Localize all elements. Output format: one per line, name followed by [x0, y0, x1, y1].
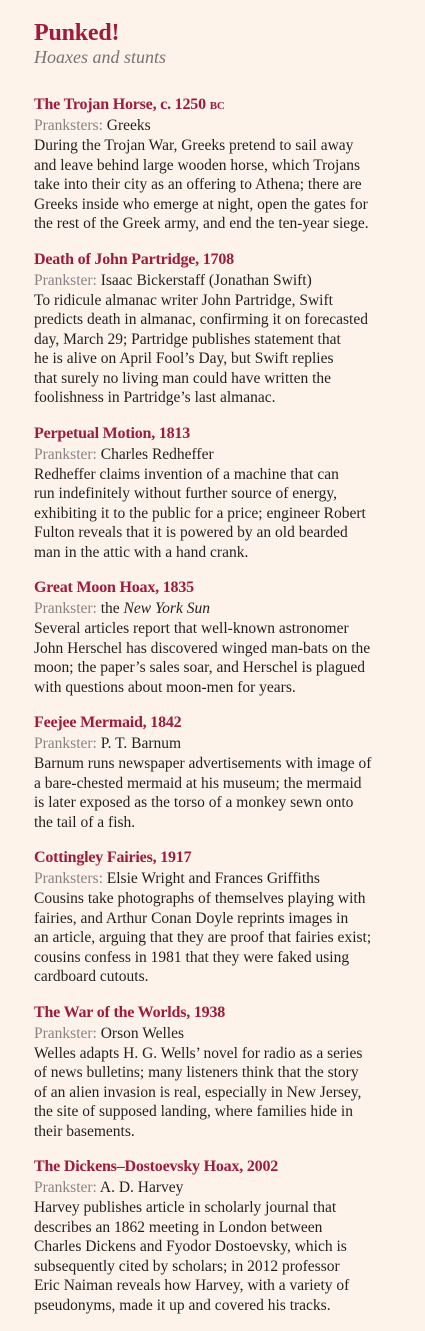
description-line: is later exposed as the torso of a monkey sewn onto: [34, 794, 354, 811]
description-line: an article, arguing that they are proof that fairies exist;: [34, 929, 372, 946]
hoax-entry-john-partridge: [34, 250, 414, 408]
description-line: During the Trojan War, Greeks pretend to sail away: [34, 137, 354, 154]
hoax-entry-cottingley-fairies: [34, 848, 414, 987]
entry-description: [34, 1198, 414, 1315]
description-line: take into their city as an offering to Athena; there are: [34, 176, 362, 193]
description-line: Barnum runs newspaper advertisements with image of: [34, 755, 372, 772]
prankster-label: Prankster:: [34, 600, 97, 617]
description-line: Harvey publishes article in scholarly journal that: [34, 1199, 337, 1216]
prankster-label: Pranksters:: [34, 117, 103, 134]
description-line: day, March 29; Partridge publishes statement that: [34, 330, 341, 348]
prankster-name: Isaac Bickerstaff (Jonathan Swift): [100, 271, 312, 289]
prankster-name: [101, 600, 210, 617]
entry-description: [34, 1044, 414, 1142]
description-line: Charles Dickens and Fyodor Dostoevsky, which is: [34, 1238, 347, 1255]
entry-title: Feejee Mermaid, 1842: [34, 714, 182, 731]
prankster-name: Greeks: [106, 117, 151, 134]
description-line: subsequently cited by scholars; in 2012 professor: [34, 1257, 340, 1275]
description-line: cardboard cutouts.: [34, 968, 149, 985]
entry-title: The Dickens–Dostoevsky Hoax, 2002: [34, 1158, 279, 1175]
entry-title: Cottingley Fairies, 1917: [34, 849, 192, 866]
entry-title: Death of John Partridge, 1708: [34, 250, 234, 268]
description-line: Several articles report that well-known astronomer: [34, 620, 349, 637]
description-line: the rest of the Greek army, and end the ten-year siege.: [34, 215, 369, 232]
prankster-prefix: the: [100, 600, 124, 617]
entry-description: [34, 754, 414, 832]
description-line: predicts death in almanac, confirming it on forecasted: [34, 311, 368, 328]
page-subtitle: Hoaxes and stunts: [34, 47, 166, 67]
prankster-name: A. D. Harvey: [99, 1179, 184, 1196]
prankster-name: P. T. Barnum: [100, 735, 182, 752]
description-line: that surely no living man could have written the: [34, 369, 332, 387]
description-line: pseudonyms, made it up and covered his tracks.: [34, 1296, 331, 1314]
prankster-line: [34, 1178, 414, 1198]
description-line: Greeks inside who emerge at night, open the gates for: [34, 195, 368, 213]
description-line: the tail of a fish.: [34, 813, 136, 831]
description-line: the site of supposed landing, where families hide in: [34, 1103, 353, 1120]
entry-description: [34, 136, 414, 234]
entry-title-text: The Trojan Horse, c. 1250: [34, 96, 206, 113]
prankster-line: [34, 869, 414, 889]
hoaxes-sidebar: [34, 0, 414, 1331]
prankster-line: [34, 445, 414, 465]
page-title: Punked!: [34, 20, 120, 46]
description-line: he is alive on April Fool’s Day, but Swift replies: [34, 350, 334, 367]
description-line: their basements.: [34, 1122, 135, 1140]
description-line: run indefinitely without further source of energy,: [34, 485, 338, 502]
description-line: cousins confess in 1981 that they were faked using: [34, 948, 350, 966]
description-line: man in the attic with a hand crank.: [34, 543, 249, 561]
prankster-line: [34, 599, 414, 619]
prankster-name: Charles Redheffer: [100, 445, 214, 463]
description-line: of news bulletins; many listeners think that the story: [34, 1064, 359, 1081]
hoax-entry-war-of-the-worlds: [34, 1003, 414, 1142]
description-line: John Herschel has discovered winged man-bats on the: [34, 639, 371, 657]
description-line: moon; the paper’s sales soar, and Herschel is plagued: [34, 659, 365, 676]
hoax-entry-great-moon-hoax: [34, 578, 414, 697]
description-line: exhibiting it to the public for a price; engineer Robert: [34, 504, 366, 522]
prankster-label: Prankster:: [34, 1024, 97, 1042]
entry-title-era: bc: [209, 97, 225, 113]
description-line: of an alien invasion is real, especially in New Jersey,: [34, 1083, 362, 1101]
description-line: foolishness in Partridge’s last almanac.: [34, 389, 276, 406]
entry-description: [34, 619, 414, 697]
prankster-label: Prankster:: [34, 735, 97, 752]
hoax-entry-dickens-dostoevsky: [34, 1157, 414, 1315]
description-line: Cousins take photographs of themselves playing with: [34, 890, 366, 907]
description-line: Eric Naiman reveals how Harvey, with a variety of: [34, 1277, 350, 1294]
description-line: fairies, and Arthur Conan Doyle reprints images in: [34, 909, 349, 927]
description-line: with questions about moon-men for years.: [34, 678, 296, 696]
entry-description: [34, 465, 414, 563]
prankster-publication: New York Sun: [123, 600, 210, 617]
description-line: To ridicule almanac writer John Partridge, Swift: [34, 291, 333, 309]
description-line: describes an 1862 meeting in London between: [34, 1218, 323, 1236]
entry-description: [34, 889, 414, 987]
hoax-entry-perpetual-motion: [34, 424, 414, 563]
entry-title: The War of the Worlds, 1938: [34, 1003, 226, 1021]
prankster-name: Orson Welles: [100, 1024, 185, 1042]
entry-title: [34, 95, 414, 115]
prankster-line: [34, 734, 414, 754]
entry-title: Great Moon Hoax, 1835: [34, 579, 194, 596]
hoax-entry-trojan-horse: [34, 95, 414, 234]
prankster-line: [34, 1024, 414, 1044]
prankster-line: [34, 271, 414, 291]
prankster-line: [34, 116, 414, 136]
description-line: Redheffer claims invention of a machine that can: [34, 465, 339, 483]
prankster-name: Elsie Wright and Frances Griffiths: [106, 870, 320, 887]
description-line: Fulton reveals that it is powered by an old bearded: [34, 524, 348, 541]
prankster-label: Prankster:: [34, 445, 97, 463]
description-line: Welles adapts H. G. Wells’ novel for radio as a series: [34, 1044, 363, 1062]
hoax-list: [34, 95, 414, 1315]
prankster-label: Prankster:: [34, 271, 97, 289]
description-line: a bare-chested mermaid at his museum; the mermaid: [34, 774, 362, 792]
hoax-entry-feejee-mermaid: [34, 713, 414, 832]
description-line: and leave behind large wooden horse, which Trojans: [34, 156, 361, 174]
prankster-label: Prankster:: [34, 1179, 97, 1196]
entry-title: Perpetual Motion, 1813: [34, 424, 191, 442]
entry-description: [34, 291, 414, 408]
prankster-label: Pranksters:: [34, 870, 103, 887]
